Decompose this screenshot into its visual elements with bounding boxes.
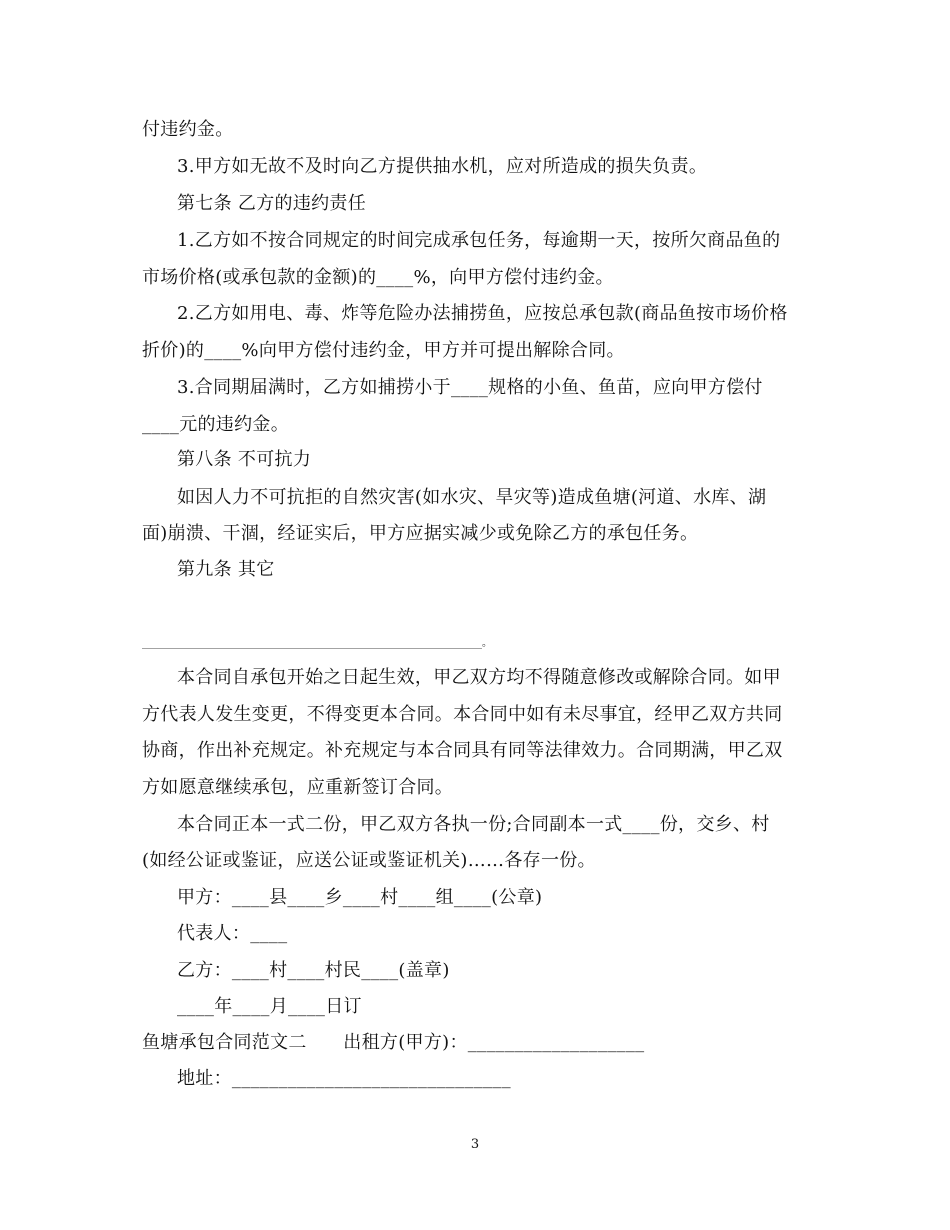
text-line: 市场价格(或承包款的金额)的____%，向甲方偿付违约金。 [142,267,614,288]
text-line: (如经公证或鉴证，应送公证或鉴证机关)……各存一份。 [142,850,596,871]
sample-two-heading: 鱼塘承包合同范文二 出租方(甲方)：___________________ [142,1032,645,1053]
text-line: 1.乙方如不按合同规定的时间完成承包任务，每逾期一天，按所欠商品鱼的 [177,230,781,251]
party-a-signature-line: 甲方：____县____乡____村____组____(公章) [177,887,543,908]
text-line: 3.甲方如无故不及时向乙方提供抽水机，应对所造成的损失负责。 [177,156,708,177]
blank-underline-line: ____________________________________________________________________。 [142,638,492,649]
section-heading: 第七条 乙方的违约责任 [177,193,367,214]
section-heading: 第九条 其它 [177,559,275,580]
text-line: 协商，作出补充规定。补充规定与本合同具有同等法律效力。合同期满，甲乙双 [142,740,783,761]
text-line: 本合同正本一式二份，甲乙双方各执一份;合同副本一式____份，交乡、村 [177,814,770,835]
text-line: 付违约金。 [142,119,234,140]
address-line: 地址：______________________________ [177,1068,511,1089]
text-line: 2.乙方如用电、毒、炸等危险办法捕捞鱼，应按总承包款(商品鱼按市场价格 [177,303,788,324]
text-line: 方代表人发生变更，不得变更本合同。本合同中如有未尽事宜，经甲乙双方共同 [142,704,783,725]
text-line: 3.合同期届满时，乙方如捕捞小于____规格的小鱼、鱼苗，应向甲方偿付 [177,377,763,398]
text-line: 方如愿意继续承包，应重新签订合同。 [142,777,454,798]
text-line: ____元的违约金。 [142,414,289,435]
representative-line: 代表人：____ [177,923,288,944]
date-line: ____年____月____日订 [177,996,362,1017]
text-line: 折价)的____%向甲方偿付违约金，甲方并可提出解除合同。 [142,340,625,361]
party-b-signature-line: 乙方：____村____村民____(盖章) [177,960,450,981]
text-line: 面)崩溃、干涸，经证实后，甲方应据实减少或免除乙方的承包任务。 [142,523,699,544]
text-line: 如因人力不可抗拒的自然灾害(如水灾、旱灾等)造成鱼塘(河道、水库、湖 [177,487,767,508]
page-number: 3 [470,1137,480,1152]
text-line: 本合同自承包开始之日起生效，甲乙双方均不得随意修改或解除合同。如甲 [177,667,781,688]
section-heading: 第八条 不可抗力 [177,449,312,470]
